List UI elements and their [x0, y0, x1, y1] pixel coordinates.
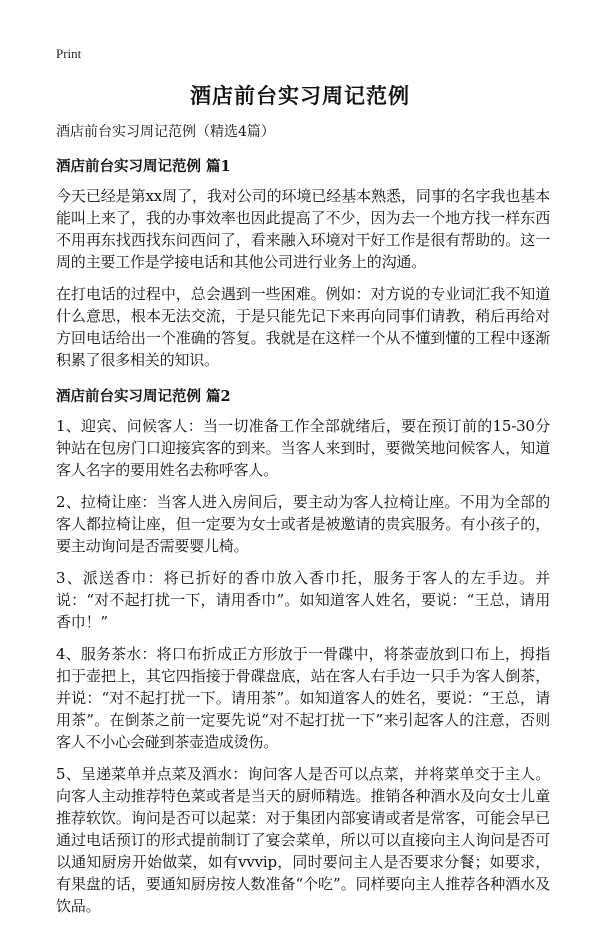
- paragraph: 在打电话的过程中，总会遇到一些困难。例如：对方说的专业词汇我不知道什么意思，根本无法交流，于是只能先记下来再向同事们请教，稍后再给对方回电话给出一个准确的答复。我就是在这样一个从不懂到懂的工程中逐渐积累了很多相关的知识。: [56, 285, 550, 369]
- paragraph: 1、迎宾、问候客人：当一切准备工作全部就绪后，要在预订前的15-30分钟站在包房门口迎接宾客的到来。当客人来到时，要微笑地问候客人，知道客人名字的要用姓名去称呼客人。: [56, 417, 550, 479]
- print-link[interactable]: Print: [56, 46, 82, 61]
- page-title: 酒店前台实习周记范例: [190, 83, 410, 108]
- paragraph: 4、服务茶水：将口布折成正方形放于一骨碟中，将茶壶放到口布上，拇指扣于壶把上，其它四指接于骨碟盘底，站在客人右手边一只手为客人倒茶，并说：“对不起打扰一下。请用茶”。如知道客人的姓名，要说：“王总，请用茶”。在倒茶之前一定要先说“对不起打扰一下”来引起客人的注意，否则客人不小心会碰到茶壶造成烫伤。: [56, 645, 550, 751]
- paragraph: 3、派送香巾：将已折好的香巾放入香巾托，服务于客人的左手边。并说：“对不起打扰一下，请用香巾”。如知道客人姓名，要说：“王总，请用香巾！”: [56, 569, 550, 631]
- document-subtitle: 酒店前台实习周记范例（精选4篇）: [56, 124, 275, 140]
- paragraph: 5、呈递菜单并点菜及酒水：询问客人是否可以点菜，并将菜单交于主人。向客人主动推荐特色菜或者是当天的厨师精选。推销各种酒水及向女士儿童推荐软饮。询问是否可以起菜：对于集团内部宴请或者是常客，可能会早已通过电话预订的形式提前制订了宴会菜单，所以可以直接向主人询问是否可以通知厨房开始做菜，如有vvvip，同时要问主人是否要求分餐；如要求，有果盘的话，要通知厨房按人数准备“个吃”。同样要向主人推荐各种酒水及饮品。: [56, 765, 550, 915]
- section-heading: 酒店前台实习周记范例 篇1: [56, 158, 231, 175]
- section-1: [56, 155, 550, 371]
- paragraph: 2、拉椅让座：当客人进入房间后，要主动为客人拉椅让座。不用为全部的客人都拉椅让座，但一定要为女士或者是被邀请的贵宾服务。有小孩子的，要主动询问是否需要婴儿椅。: [56, 493, 550, 555]
- document-body: [56, 121, 550, 931]
- section-heading: 酒店前台实习周记范例 篇2: [56, 388, 231, 405]
- section-2: [56, 385, 550, 917]
- paragraph: 今天已经是第xx周了，我对公司的环境已经基本熟悉，同事的名字我也基本能叫上来了，我的办事效率也因此提高了不少，因为去一个地方找一样东西不用再东找西找东问西问了，看来融入环境对干好工作是很有帮助的。这一周的主要工作是学接电话和其他公司进行业务上的沟通。: [56, 187, 550, 271]
